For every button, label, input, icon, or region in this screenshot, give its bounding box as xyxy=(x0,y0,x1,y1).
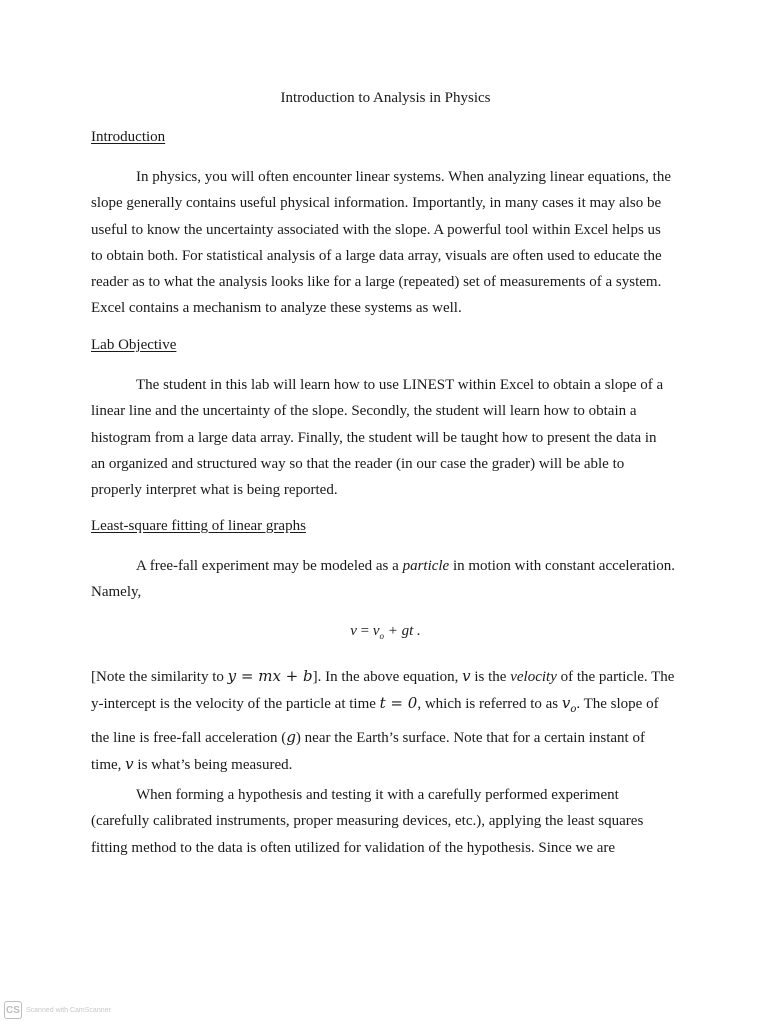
text-run: A free-fall experiment may be modeled as a xyxy=(136,558,403,574)
introduction-heading: Introduction xyxy=(91,129,166,145)
text-line: slope generally contains useful physical information. Importantly, in many cases it may also be xyxy=(91,195,662,212)
velocity-equation xyxy=(0,623,771,641)
math-g: g xyxy=(286,727,296,746)
document-title: Introduction to Analysis in Physics xyxy=(280,90,491,106)
text-line: (carefully calibrated instruments, proper measuring devices, etc.), applying the least squares xyxy=(91,813,644,830)
math-subscript: o xyxy=(570,704,577,716)
text-line: properly interpret what is being reported. xyxy=(91,482,338,499)
text-line: useful to know the uncertainty associated with the slope. A powerful tool within Excel helps us xyxy=(91,221,661,238)
text-line: histogram from a large data array. Finally, the student will be taught how to present the data in xyxy=(91,429,657,446)
text-line: an organized and structured way so that the reader (in our case the grader) will be able to xyxy=(91,455,625,472)
math-v: v xyxy=(125,754,134,773)
text-line: The student in this lab will learn how to use LINEST within Excel to obtain a slope of a xyxy=(136,377,664,393)
emphasis-velocity: velocity xyxy=(510,669,557,685)
text-run: [Note the similarity to xyxy=(91,669,228,685)
math-linear-equation: y = mx + b xyxy=(227,667,313,685)
text-run: the line is free-fall acceleration ( xyxy=(91,729,287,746)
eq-equals: = xyxy=(356,623,373,639)
text-run: ]. In the above equation, xyxy=(312,669,463,685)
text-run: is the xyxy=(470,669,511,685)
watermark-text: Scanned with CamScanner xyxy=(26,1006,111,1014)
note-paragraph xyxy=(91,663,691,778)
eq-subscript: o xyxy=(379,631,384,641)
text-line: linear line and the uncertainty of the slope. Secondly, the student will learn how to obtain a xyxy=(91,403,637,420)
text-run: ) near the Earth’s surface. Note that for a certain instant of xyxy=(295,729,645,746)
text-line xyxy=(91,690,691,723)
math-v: v xyxy=(462,667,471,685)
objective-paragraph xyxy=(91,372,691,503)
text-line xyxy=(91,663,691,690)
text-run: . The slope of xyxy=(576,696,659,713)
text-line xyxy=(91,553,691,579)
hypothesis-paragraph xyxy=(91,782,691,861)
text-run: in motion with constant acceleration. xyxy=(449,558,675,574)
math-v0: v xyxy=(561,694,571,713)
text-run: of the particle. The xyxy=(556,669,675,685)
free-fall-paragraph xyxy=(91,553,691,606)
text-line: When forming a hypothesis and testing it with a carefully performed experiment xyxy=(136,787,619,803)
eq-v0: v xyxy=(372,623,380,639)
introduction-paragraph xyxy=(91,164,691,322)
text-run: y-intercept is the velocity of the particle at time xyxy=(91,696,380,713)
math-t-zero: t = 0 xyxy=(379,694,418,713)
text-line xyxy=(91,724,691,751)
scanner-watermark xyxy=(4,1001,111,1019)
objective-heading: Lab Objective xyxy=(91,337,177,353)
text-run: is what’s being measured. xyxy=(133,756,293,773)
text-line: Namely, xyxy=(91,584,142,601)
emphasis-particle: particle xyxy=(402,558,450,574)
text-line: fitting method to the data is often utilized for validation of the hypothesis. Since we are xyxy=(91,839,616,856)
text-line: reader as to what the analysis looks like for a large (repeated) set of measurements of a system. xyxy=(91,274,662,291)
eq-v: v xyxy=(350,623,357,639)
text-run: , which is referred to as xyxy=(417,696,562,713)
text-line: Excel contains a mechanism to analyze these systems as well. xyxy=(91,300,462,317)
least-squares-heading: Least-square fitting of linear graphs xyxy=(91,518,306,534)
eq-rest: + gt . xyxy=(384,623,421,639)
text-line xyxy=(91,751,691,778)
text-line: to obtain both. For statistical analysis of a large data array, visuals are often used to educate the xyxy=(91,247,662,264)
camscanner-logo-icon: CS xyxy=(4,1001,22,1019)
text-line: In physics, you will often encounter linear systems. When analyzing linear equations, the xyxy=(136,169,671,185)
text-run: time, xyxy=(91,756,126,773)
